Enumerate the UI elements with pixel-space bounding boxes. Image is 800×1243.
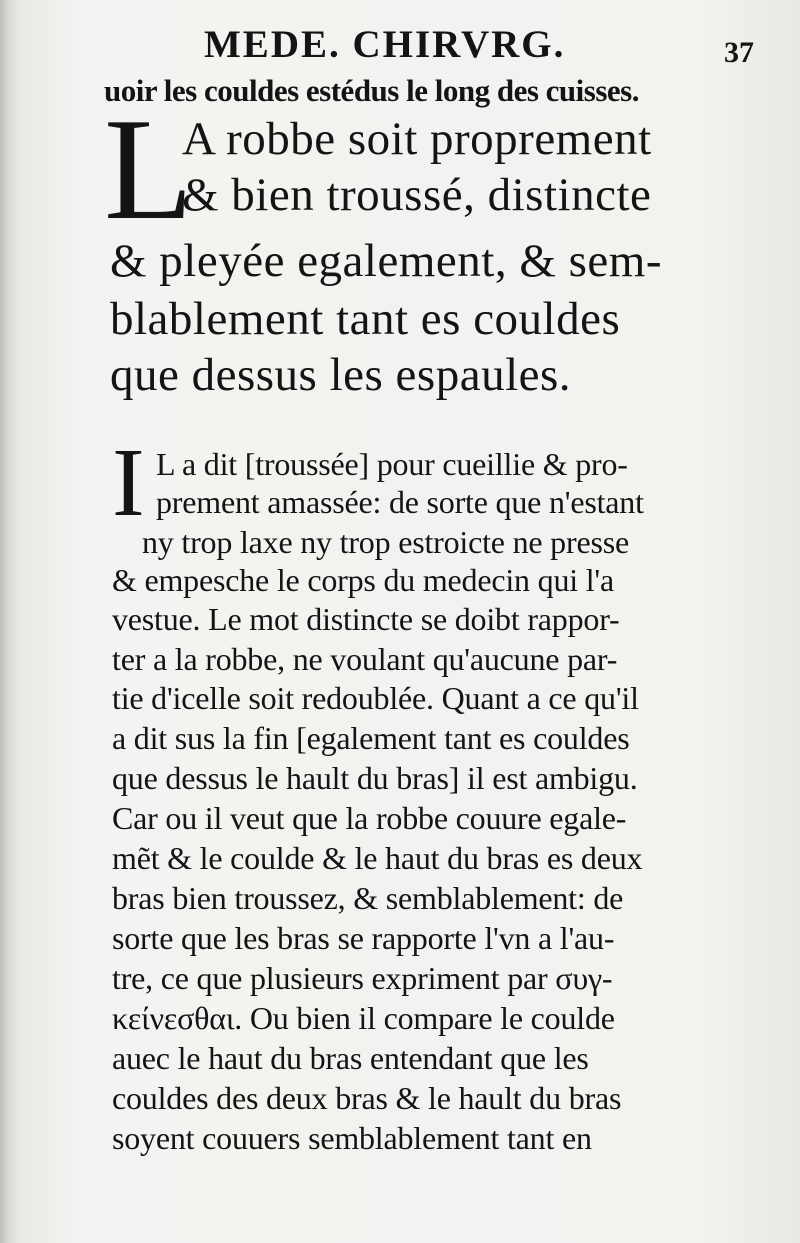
- commentary-line: sorte que les bras se rapporte l'vn a l'au-: [112, 920, 615, 956]
- page-number: 37: [724, 36, 754, 69]
- commentary-line: tre, ce que plusieurs expriment par συγ-: [112, 960, 613, 996]
- commentary-line: bras bien troussez, & semblablement: de: [112, 880, 624, 916]
- page-edge-shadow: [0, 0, 16, 1243]
- commentary-line: auec le haut du bras entendant que les: [112, 1040, 589, 1076]
- commentary-line: que dessus le hault du bras] il est ambigu.: [112, 760, 638, 796]
- commentary-line: vestue. Le mot distincte se doibt rappor-: [112, 601, 620, 637]
- commentary-line: & empesche le corps du medecin qui l'a: [112, 562, 614, 598]
- aphorism-line: A robbe soit proprement: [182, 113, 652, 165]
- commentary-drop-cap: I: [112, 429, 145, 537]
- commentary-line: couldes des deux bras & le hault du bras: [112, 1080, 622, 1116]
- commentary-line: L a dit [troussée] pour cueillie & pro-: [156, 446, 628, 482]
- aphorism-line: blablement tant es couldes: [110, 293, 621, 345]
- subtitle-line: uoir les couldes estédus le long des cuisses.: [104, 73, 639, 108]
- aphorism-line: & pleyée egalement, & sem-: [110, 235, 662, 287]
- aphorism-line: & bien troussé, distincte: [182, 169, 652, 221]
- commentary-line: soyent couuers semblablement tant en: [112, 1120, 592, 1156]
- commentary-line: κείνεσθαι. Ou bien il compare le coulde: [112, 1000, 615, 1036]
- commentary-line: tie d'icelle soit redoublée. Quant a ce qu'il: [112, 680, 639, 716]
- commentary-line: prement amassée: de sorte que n'estant: [156, 484, 644, 520]
- commentary-line: ter a la robbe, ne voulant qu'aucune par-: [112, 641, 618, 677]
- commentary-line: Car ou il veut que la robbe couure egale-: [112, 800, 627, 836]
- commentary-line: ny trop laxe ny trop estroicte ne presse: [142, 524, 629, 560]
- commentary-line: a dit sus la fin [egalement tant es couldes: [112, 720, 630, 756]
- drop-cap-initial: L: [104, 88, 194, 250]
- running-title: MEDE. CHIRVRG.: [204, 23, 566, 66]
- commentary-line: mẽt & le coulde & le haut du bras es deux: [112, 840, 643, 876]
- aphorism-line: que dessus les espaules.: [110, 349, 572, 401]
